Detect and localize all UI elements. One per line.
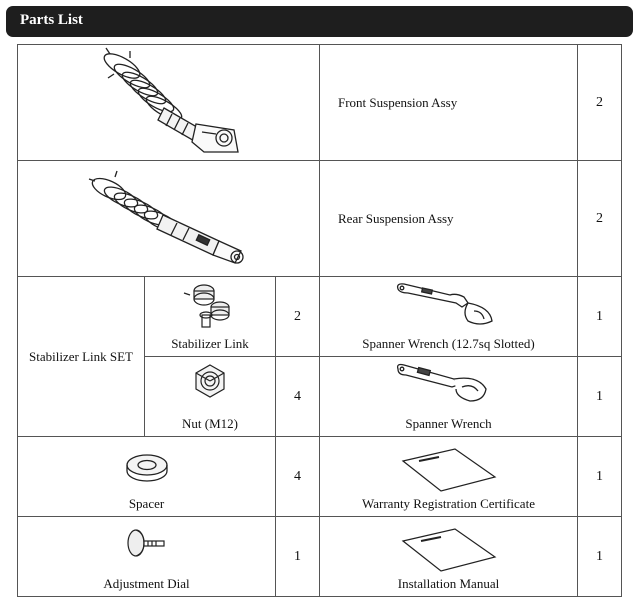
warranty-qty: 1: [578, 437, 622, 517]
rear-suspension-image-cell: [18, 161, 320, 277]
stabilizer-link-icon: [180, 281, 240, 329]
warranty-certificate-icon: [399, 447, 499, 493]
stabilizer-link-cell: [145, 277, 276, 357]
rear-suspension-name: Rear Suspension Assy: [320, 161, 578, 277]
dial-name: Adjustment Dial: [103, 576, 190, 591]
table-row: [18, 277, 622, 357]
stabilizer-link-qty: 2: [276, 277, 320, 357]
page-title: Parts List: [20, 12, 83, 28]
manual-name: Installation Manual: [397, 576, 500, 591]
table-row: [18, 437, 622, 517]
nut-name: Nut (M12): [182, 416, 238, 431]
dial-cell: [18, 517, 276, 597]
spanner-slotted-name: Spanner Wrench (12.7sq Slotted): [362, 336, 535, 351]
parts-list-header: [6, 6, 633, 37]
adjustment-dial-icon: [124, 525, 170, 567]
spanner-slotted-qty: 1: [578, 277, 622, 357]
nut-icon: [190, 361, 230, 401]
spanner-wrench-icon: [394, 361, 504, 405]
stabilizer-link-name: Stabilizer Link: [171, 336, 249, 351]
spacer-name: Spacer: [128, 496, 165, 511]
manual-qty: 1: [578, 517, 622, 597]
spanner-slotted-cell: [320, 277, 578, 357]
manual-cell: [320, 517, 578, 597]
spanner-cell: [320, 357, 578, 437]
table-row: [18, 45, 622, 161]
rear-suspension-qty: 2: [578, 161, 622, 277]
rear-suspension-icon: [79, 167, 259, 267]
warranty-name: Warranty Registration Certificate: [362, 496, 535, 511]
stabilizer-set-label: Stabilizer Link SET: [18, 277, 145, 437]
spacer-qty: 4: [276, 437, 320, 517]
parts-table: [17, 44, 622, 597]
spacer-cell: [18, 437, 276, 517]
nut-cell: [145, 357, 276, 437]
table-row: [18, 517, 622, 597]
nut-qty: 4: [276, 357, 320, 437]
front-suspension-name: Front Suspension Assy: [320, 45, 578, 161]
warranty-cell: [320, 437, 578, 517]
front-suspension-icon: [84, 46, 254, 156]
table-row: [18, 161, 622, 277]
spacer-icon: [122, 451, 172, 485]
spanner-wrench-slotted-icon: [394, 281, 504, 329]
spanner-qty: 1: [578, 357, 622, 437]
front-suspension-image-cell: [18, 45, 320, 161]
installation-manual-icon: [399, 527, 499, 573]
spanner-name: Spanner Wrench: [405, 416, 492, 431]
dial-qty: 1: [276, 517, 320, 597]
front-suspension-qty: 2: [578, 45, 622, 161]
